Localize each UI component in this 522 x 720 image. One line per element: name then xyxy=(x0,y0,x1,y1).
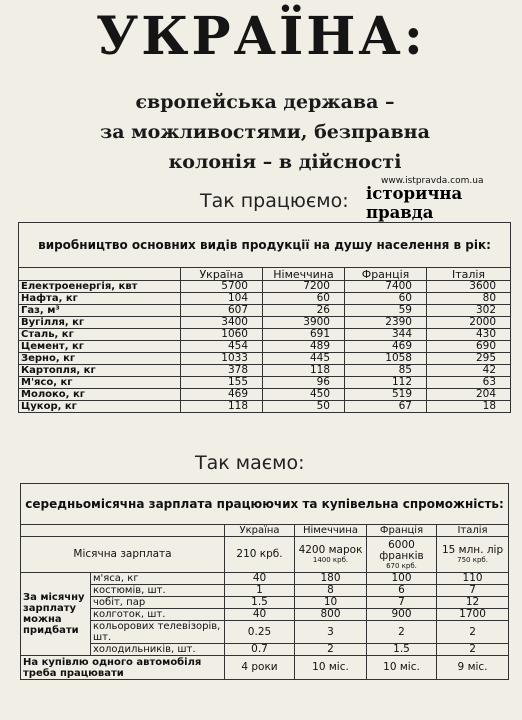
value-cell: 2 xyxy=(367,621,437,644)
column-header: Італія xyxy=(427,268,511,281)
value-cell: 295 xyxy=(427,353,511,365)
value-cell: 40 xyxy=(225,573,295,585)
subtitle-line-3: колонія – в дійсності xyxy=(168,151,402,173)
value-cell: 63 xyxy=(427,377,511,389)
value-cell: 454 xyxy=(181,341,263,353)
value-cell: 469 xyxy=(345,341,427,353)
value-cell: 5700 xyxy=(181,281,263,293)
table-row xyxy=(21,644,509,656)
section-heading-have: Так маємо: xyxy=(195,452,305,474)
value-cell: 104 xyxy=(181,293,263,305)
row-label: Зерно, кг xyxy=(19,353,181,365)
row-label: Газ, м³ xyxy=(19,305,181,317)
salary-cell: 15 млн. лір 750 крб. xyxy=(437,537,509,573)
row-label: Нафта, кг xyxy=(19,293,181,305)
value-cell: 42 xyxy=(427,365,511,377)
page-title: УКРАЇНА: xyxy=(96,6,426,67)
value-cell: 430 xyxy=(427,329,511,341)
value-cell: 519 xyxy=(345,389,427,401)
header-empty xyxy=(19,268,181,281)
value-cell: 1058 xyxy=(345,353,427,365)
table-row xyxy=(19,329,511,341)
table-row xyxy=(19,281,511,293)
car-cell: 10 міс. xyxy=(295,656,367,680)
column-header: Італія xyxy=(437,525,509,537)
row-label: М'ясо, кг xyxy=(19,377,181,389)
value-cell: 118 xyxy=(263,365,345,377)
car-cell: 9 міс. xyxy=(437,656,509,680)
side-label: За місячну зарплату можна придбати xyxy=(21,573,91,656)
row-label: Картопля, кг xyxy=(19,365,181,377)
value-cell: 607 xyxy=(181,305,263,317)
value-cell: 800 xyxy=(295,609,367,621)
value-cell: 10 xyxy=(295,597,367,609)
value-cell: 3400 xyxy=(181,317,263,329)
section-heading-work: Так працюємо: xyxy=(200,190,349,212)
value-cell: 3600 xyxy=(427,281,511,293)
value-cell: 8 xyxy=(295,585,367,597)
value-cell: 3 xyxy=(295,621,367,644)
value-cell: 900 xyxy=(367,609,437,621)
value-cell: 96 xyxy=(263,377,345,389)
value-cell: 445 xyxy=(263,353,345,365)
row-label: Вугілля, кг xyxy=(19,317,181,329)
table-row xyxy=(21,573,509,585)
header-empty xyxy=(21,525,225,537)
value-cell: 1060 xyxy=(181,329,263,341)
value-cell: 1 xyxy=(225,585,295,597)
item-label: колготок, шт. xyxy=(91,609,225,621)
item-label: холодильників, шт. xyxy=(91,644,225,656)
value-cell: 112 xyxy=(345,377,427,389)
salary-label: Місячна зарплата xyxy=(21,537,225,573)
row-label: Електроенергія, квт xyxy=(19,281,181,293)
value-cell: 50 xyxy=(263,401,345,413)
row-label: Сталь, кг xyxy=(19,329,181,341)
item-label: м'яса, кг xyxy=(91,573,225,585)
table-row xyxy=(19,293,511,305)
value-cell: 2 xyxy=(437,644,509,656)
value-cell: 2 xyxy=(437,621,509,644)
value-cell: 3900 xyxy=(263,317,345,329)
column-header: Німеччина xyxy=(263,268,345,281)
value-cell: 690 xyxy=(427,341,511,353)
table-row xyxy=(19,341,511,353)
value-cell: 302 xyxy=(427,305,511,317)
table-row xyxy=(19,401,511,413)
subtitle-line-1: європейська держава – xyxy=(135,91,395,113)
salary-cell: 4200 марок 1400 крб. xyxy=(295,537,367,573)
table-row xyxy=(21,621,509,644)
production-table xyxy=(18,222,511,413)
row-label: Цемент, кг xyxy=(19,341,181,353)
value-cell: 6 xyxy=(367,585,437,597)
table-row xyxy=(21,609,509,621)
value-cell: 67 xyxy=(345,401,427,413)
value-cell: 1.5 xyxy=(367,644,437,656)
subtitle-line-2: за можливостями, безправна xyxy=(100,121,430,143)
value-cell: 1700 xyxy=(437,609,509,621)
value-cell: 691 xyxy=(263,329,345,341)
value-cell: 40 xyxy=(225,609,295,621)
value-cell: 155 xyxy=(181,377,263,389)
value-cell: 60 xyxy=(345,293,427,305)
value-cell: 100 xyxy=(367,573,437,585)
salary-cell: 210 крб. xyxy=(225,537,295,573)
item-label: кольорових телевізорів, шт. xyxy=(91,621,225,644)
production-table-caption: виробництво основних видів продукції на душу населення в рік: xyxy=(19,223,511,268)
value-cell: 0.25 xyxy=(225,621,295,644)
salary-table xyxy=(20,483,509,680)
column-header: Україна xyxy=(181,268,263,281)
column-header: Франція xyxy=(367,525,437,537)
value-cell: 0.7 xyxy=(225,644,295,656)
site-url: www.istpravda.com.ua xyxy=(381,176,484,186)
value-cell: 469 xyxy=(181,389,263,401)
value-cell: 1033 xyxy=(181,353,263,365)
value-cell: 344 xyxy=(345,329,427,341)
table-row xyxy=(21,597,509,609)
table-row xyxy=(19,365,511,377)
table-row xyxy=(19,353,511,365)
car-cell: 4 роки xyxy=(225,656,295,680)
value-cell: 7200 xyxy=(263,281,345,293)
table-row xyxy=(19,317,511,329)
value-cell: 2000 xyxy=(427,317,511,329)
value-cell: 26 xyxy=(263,305,345,317)
value-cell: 2390 xyxy=(345,317,427,329)
value-cell: 2 xyxy=(295,644,367,656)
row-label: Молоко, кг xyxy=(19,389,181,401)
table-row xyxy=(21,585,509,597)
value-cell: 60 xyxy=(263,293,345,305)
column-header: Німеччина xyxy=(295,525,367,537)
value-cell: 18 xyxy=(427,401,511,413)
value-cell: 204 xyxy=(427,389,511,401)
purchase-table-body xyxy=(21,573,509,656)
value-cell: 450 xyxy=(263,389,345,401)
table-row xyxy=(19,305,511,317)
column-header: Франція xyxy=(345,268,427,281)
value-cell: 180 xyxy=(295,573,367,585)
car-cell: 10 міс. xyxy=(367,656,437,680)
value-cell: 378 xyxy=(181,365,263,377)
row-label: Цукор, кг xyxy=(19,401,181,413)
value-cell: 110 xyxy=(437,573,509,585)
item-label: чобіт, пар xyxy=(91,597,225,609)
salary-table-caption: середньомісячна зарплата працюючих та купівельна спроможність: xyxy=(21,484,509,525)
value-cell: 118 xyxy=(181,401,263,413)
table-row xyxy=(19,389,511,401)
value-cell: 7 xyxy=(437,585,509,597)
column-header: Україна xyxy=(225,525,295,537)
value-cell: 1.5 xyxy=(225,597,295,609)
site-name: історична правда xyxy=(366,184,463,222)
value-cell: 489 xyxy=(263,341,345,353)
table-row xyxy=(19,377,511,389)
item-label: костюмів, шт. xyxy=(91,585,225,597)
salary-cell: 6000 франків 670 крб. xyxy=(367,537,437,573)
value-cell: 7 xyxy=(367,597,437,609)
value-cell: 7400 xyxy=(345,281,427,293)
value-cell: 85 xyxy=(345,365,427,377)
value-cell: 12 xyxy=(437,597,509,609)
car-label: На купівлю одного автомобіля треба працювати xyxy=(21,656,225,680)
value-cell: 59 xyxy=(345,305,427,317)
value-cell: 80 xyxy=(427,293,511,305)
production-table-body xyxy=(19,281,511,413)
